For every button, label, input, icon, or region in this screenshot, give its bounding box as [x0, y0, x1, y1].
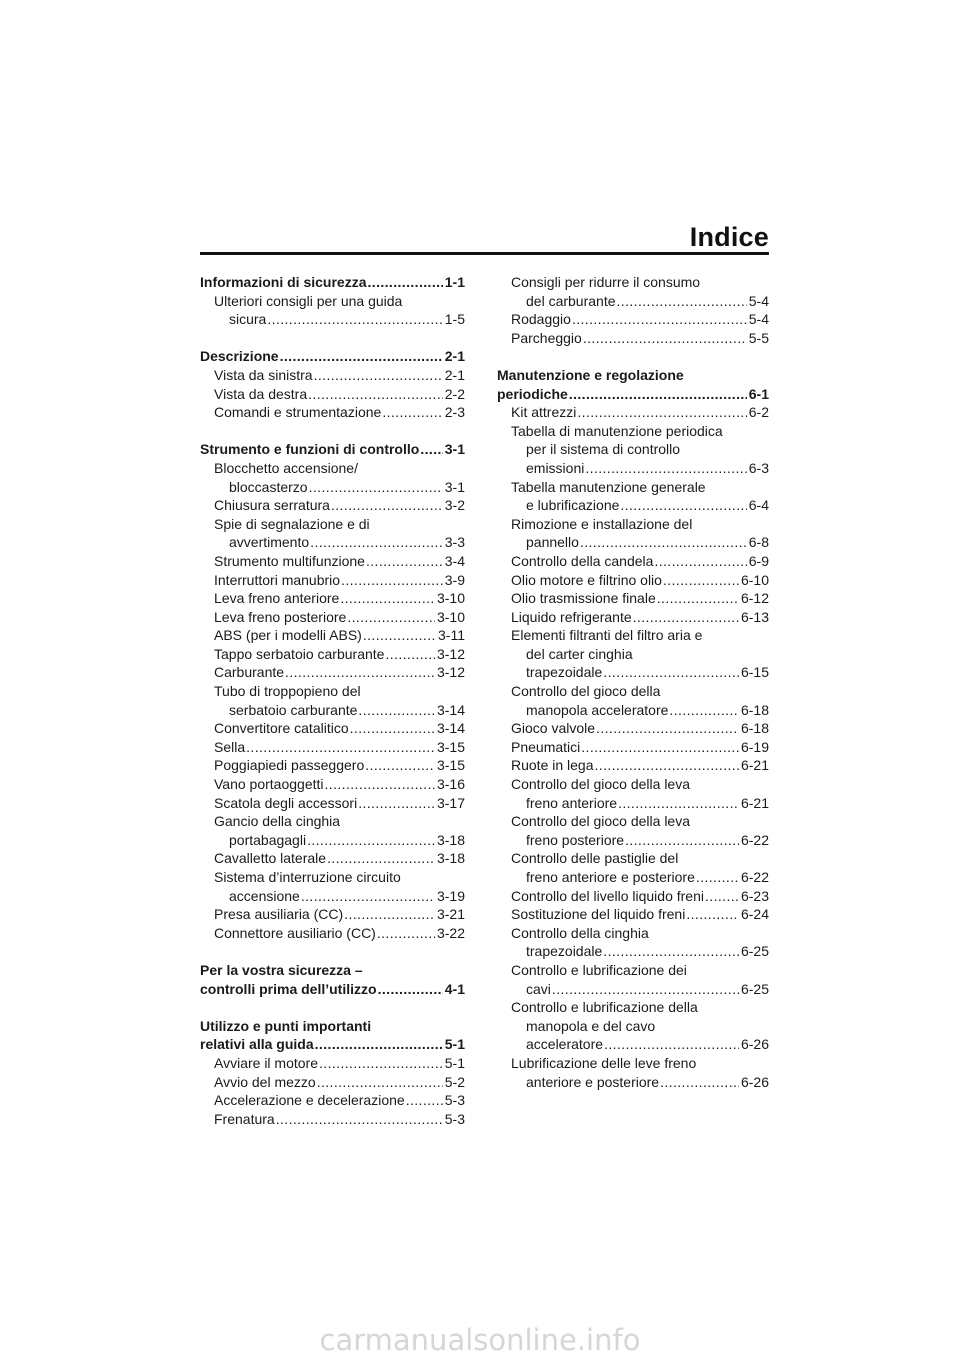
toc-entry-title: cavi — [526, 980, 551, 997]
toc-page-number: 1-5 — [444, 311, 465, 328]
dot-leader — [596, 719, 739, 738]
toc-entry-line[interactable]: Controllo delle pastiglie del — [511, 850, 679, 867]
toc-entry-title: Controllo della candela — [511, 552, 654, 569]
toc-entry[interactable] — [200, 589, 465, 608]
dot-leader — [603, 663, 739, 682]
dot-leader — [301, 887, 435, 906]
toc-entry-title: portabagagli — [229, 831, 307, 848]
toc-entry-title: anteriore e posteriore — [526, 1073, 660, 1090]
toc-page-number: 3-9 — [444, 571, 465, 588]
toc-entry-title: Descrizione — [200, 348, 279, 365]
toc-entry[interactable] — [497, 942, 769, 961]
toc-entry-title: Ruote in lega — [511, 757, 594, 774]
toc-entry[interactable] — [497, 292, 769, 311]
toc-entry-title: Accelerazione e decelerazione — [214, 1092, 405, 1109]
toc-page-number: 1-1 — [444, 274, 465, 290]
section-spacer — [200, 422, 465, 441]
toc-column-right — [497, 273, 769, 1091]
toc-page-number: 3-14 — [436, 720, 465, 737]
toc-entry[interactable] — [497, 868, 769, 887]
toc-entry-title: relativi alla guida — [200, 1036, 314, 1053]
toc-entry-title: sicura — [229, 311, 267, 328]
dot-leader — [604, 1035, 739, 1054]
toc-page-number: 5-3 — [444, 1092, 465, 1109]
toc-section-entry[interactable] — [200, 1035, 465, 1054]
toc-section-title-line[interactable]: Utilizzo e punti importanti — [200, 1017, 372, 1034]
toc-page-number: 3-10 — [436, 608, 465, 625]
toc-entry[interactable] — [497, 980, 769, 999]
toc-entry[interactable] — [200, 794, 465, 813]
dot-leader — [696, 868, 739, 887]
toc-page-number: 3-4 — [444, 552, 465, 569]
toc-entry-title: Chiusura serratura — [214, 497, 330, 514]
dot-leader — [377, 924, 435, 943]
section-spacer — [200, 998, 465, 1017]
toc-page-number: 5-4 — [748, 292, 769, 309]
toc-page-number: 5-2 — [444, 1073, 465, 1090]
toc-entry-title: Sostituzione del liquido freni — [511, 906, 686, 923]
toc-page-number: 3-1 — [444, 478, 465, 495]
toc-page-number: 5-1 — [444, 1054, 465, 1071]
toc-entry[interactable] — [497, 831, 769, 850]
toc-entry[interactable] — [497, 887, 769, 906]
toc-entry-title: Vano portaoggetti — [214, 776, 324, 793]
toc-entry-title: acceleratore — [526, 1036, 604, 1053]
dot-leader — [363, 626, 436, 645]
dot-leader — [365, 756, 435, 775]
toc-entry[interactable] — [497, 589, 769, 608]
toc-entry[interactable] — [200, 701, 465, 720]
toc-page-number: 3-1 — [444, 441, 465, 458]
dot-leader — [620, 496, 746, 515]
toc-page-number: 2-1 — [444, 348, 465, 365]
toc-entry[interactable] — [200, 1073, 465, 1092]
dot-leader — [382, 403, 442, 422]
toc-entry[interactable] — [497, 533, 769, 552]
toc-page-number: 6-3 — [748, 459, 769, 476]
toc-entry[interactable] — [200, 849, 465, 868]
toc-page-number: 3-14 — [436, 701, 465, 718]
toc-entry[interactable] — [497, 905, 769, 924]
dot-leader — [358, 794, 435, 813]
toc-entry[interactable] — [497, 571, 769, 590]
toc-section-title-line[interactable]: Manutenzione e regolazione — [497, 366, 684, 383]
toc-entry[interactable] — [200, 626, 465, 645]
dot-leader — [669, 701, 739, 720]
toc-entry-title: pannello — [526, 534, 579, 551]
toc-entry-title: Olio motore e filtrino olio — [511, 571, 662, 588]
toc-page-number: 6-10 — [740, 571, 769, 588]
dot-leader — [341, 571, 443, 590]
toc-entry-title: Gioco valvole — [511, 720, 596, 737]
toc-page-number: 6-9 — [748, 552, 769, 569]
toc-entry-line[interactable]: Controllo del gioco della leva — [511, 776, 690, 793]
toc-entry-title: Interruttori manubrio — [214, 571, 341, 588]
dot-leader — [406, 1091, 443, 1110]
toc-section-entry[interactable] — [200, 440, 465, 459]
dot-leader — [577, 403, 746, 422]
toc-page-number: 6-21 — [740, 757, 769, 774]
dot-leader — [276, 1110, 443, 1129]
toc-entry-line[interactable]: Controllo della cinghia — [511, 924, 649, 941]
toc-entry-title: bloccasterzo — [229, 478, 308, 495]
section-spacer — [497, 347, 769, 366]
dot-leader — [583, 329, 747, 348]
toc-entry-title: Parcheggio — [511, 329, 582, 346]
toc-column-left — [200, 273, 465, 1128]
dot-leader — [285, 663, 435, 682]
toc-page-number: 3-10 — [436, 590, 465, 607]
toc-page-number: 6-23 — [740, 887, 769, 904]
dot-leader — [331, 496, 443, 515]
toc-page-number: 3-17 — [436, 794, 465, 811]
dot-leader — [581, 738, 739, 757]
dot-leader — [307, 831, 435, 850]
toc-entry[interactable] — [200, 1054, 465, 1073]
toc-entry[interactable] — [497, 496, 769, 515]
toc-page-number: 6-13 — [740, 608, 769, 625]
toc-page-number: 6-1 — [748, 385, 769, 402]
dot-leader — [246, 738, 435, 757]
toc-entry-title: Frenatura — [214, 1110, 275, 1127]
toc-entry-title: manopola acceleratore — [526, 701, 669, 718]
toc-entry-title: periodiche — [497, 385, 568, 402]
toc-entry[interactable] — [200, 831, 465, 850]
dot-leader — [654, 552, 746, 571]
toc-page-number: 3-12 — [436, 664, 465, 681]
toc-entry-line[interactable]: Controllo del gioco della leva — [511, 813, 690, 830]
toc-section-entry[interactable] — [200, 980, 465, 999]
toc-entry-line[interactable]: Rimozione e installazione del — [511, 515, 693, 532]
toc-page-number: 3-18 — [436, 831, 465, 848]
toc-entry[interactable] — [200, 719, 465, 738]
toc-entry-line[interactable]: Lubrificazione delle leve freno — [511, 1054, 697, 1071]
dot-leader — [686, 905, 739, 924]
toc-entry[interactable] — [200, 924, 465, 943]
toc-entry-line[interactable]: Spie di segnalazione e di — [214, 515, 370, 532]
page-title: Indice — [689, 222, 769, 252]
toc-entry[interactable] — [497, 403, 769, 422]
dot-leader — [617, 292, 747, 311]
dot-leader — [585, 459, 746, 478]
toc-page-number: 6-24 — [740, 906, 769, 923]
toc-entry-title: Convertitore catalitico — [214, 720, 349, 737]
toc-page-number: 3-15 — [436, 738, 465, 755]
toc-entry-title: serbatoio carburante — [229, 701, 358, 718]
toc-page-number: 3-11 — [438, 627, 465, 644]
toc-entry-title: Rodaggio — [511, 311, 571, 328]
toc-entry[interactable] — [200, 1091, 465, 1110]
toc-entry[interactable] — [200, 775, 465, 794]
toc-entry-line[interactable]: del carter cinghia — [526, 645, 633, 662]
toc-page-number: 6-4 — [748, 497, 769, 514]
dot-leader — [367, 273, 442, 292]
dot-leader — [358, 701, 435, 720]
toc-page-number: 6-26 — [740, 1073, 769, 1090]
dot-leader — [280, 347, 443, 366]
toc-entry-line[interactable]: Gancio della cinghia — [214, 813, 341, 830]
toc-page-number: 6-19 — [740, 738, 769, 755]
toc-page-number: 2-2 — [444, 385, 465, 402]
toc-entry[interactable] — [200, 1110, 465, 1129]
toc-entry[interactable] — [497, 310, 769, 329]
toc-entry-line[interactable]: Tabella manutenzione generale — [511, 478, 706, 495]
toc-page-number: 6-26 — [740, 1036, 769, 1053]
toc-entry-title: Avviare il motore — [214, 1054, 319, 1071]
toc-entry[interactable] — [200, 552, 465, 571]
toc-page-number: 6-8 — [748, 534, 769, 551]
section-spacer — [200, 329, 465, 348]
toc-entry[interactable] — [497, 459, 769, 478]
dot-leader — [552, 980, 739, 999]
toc-entry-line[interactable]: Controllo del gioco della — [511, 683, 661, 700]
toc-entry[interactable] — [497, 329, 769, 348]
dot-leader — [347, 608, 435, 627]
dot-leader — [319, 1054, 443, 1073]
dot-leader — [572, 310, 747, 329]
dot-leader — [603, 942, 739, 961]
toc-entry-title: Tappo serbatoio carburante — [214, 645, 385, 662]
toc-entry-title: Carburante — [214, 664, 285, 681]
toc-page-number: 6-25 — [740, 943, 769, 960]
dot-leader — [625, 831, 739, 850]
toc-page-number: 3-21 — [436, 906, 465, 923]
toc-entry-line[interactable]: per il sistema di controllo — [526, 441, 681, 458]
toc-entry-title: Connettore ausiliario (CC) — [214, 924, 376, 941]
toc-page-number: 3-2 — [444, 497, 465, 514]
toc-entry-title: e lubrificazione — [526, 497, 620, 514]
toc-entry-title: controlli prima dell’utilizzo — [200, 980, 377, 997]
toc-section-title-line[interactable]: Per la vostra sicurezza – — [200, 961, 363, 978]
dot-leader — [705, 887, 739, 906]
dot-leader — [420, 440, 442, 459]
toc-page-number: 2-3 — [444, 404, 465, 421]
toc-entry-title: Informazioni di sicurezza — [200, 274, 367, 290]
toc-entry-title: Liquido refrigerante — [511, 608, 632, 625]
toc-entry[interactable] — [200, 496, 465, 515]
toc-entry-title: Olio trasmissione finale — [511, 590, 656, 607]
toc-page-number: 6-2 — [748, 404, 769, 421]
toc-entry[interactable] — [497, 608, 769, 627]
toc-entry-line[interactable]: Tabella di manutenzione periodica — [511, 422, 723, 439]
toc-entry-title: emissioni — [526, 459, 585, 476]
toc-page-number: 2-1 — [444, 366, 465, 383]
toc-entry-title: avvertimento — [229, 534, 310, 551]
toc-entry-title: Avvio del mezzo — [214, 1073, 316, 1090]
dot-leader — [317, 1073, 443, 1092]
toc-entry[interactable] — [200, 905, 465, 924]
toc-entry[interactable] — [200, 645, 465, 664]
toc-page-number: 3-16 — [436, 776, 465, 793]
toc-entry[interactable] — [497, 701, 769, 720]
toc-entry-title: Sella — [214, 738, 246, 755]
dot-leader — [569, 385, 747, 404]
toc-entry-title: Strumento multifunzione — [214, 552, 365, 569]
toc-entry-title: freno anteriore e posteriore — [526, 869, 695, 885]
toc-page-number: 5-4 — [748, 311, 769, 328]
toc-entry-line[interactable]: Tubo di troppopieno del — [214, 683, 361, 700]
dot-leader — [267, 310, 442, 329]
toc-section-entry[interactable] — [200, 347, 465, 366]
toc-entry[interactable] — [200, 571, 465, 590]
toc-page-number: 6-22 — [740, 869, 769, 885]
dot-leader — [308, 385, 443, 404]
toc-entry[interactable] — [497, 738, 769, 757]
toc-entry[interactable] — [200, 366, 465, 385]
toc-entry-title: freno anteriore — [526, 794, 618, 811]
dot-leader — [325, 775, 435, 794]
toc-entry[interactable] — [497, 756, 769, 775]
toc-page-number: 6-22 — [740, 831, 769, 848]
toc-page-number: 3-18 — [436, 850, 465, 867]
toc-page-number: 3-19 — [436, 887, 465, 904]
toc-page-number: 6-25 — [740, 980, 769, 997]
toc-entry-title: Poggiapiedi passeggero — [214, 757, 365, 774]
dot-leader — [310, 533, 443, 552]
toc-page-number: 6-18 — [740, 701, 769, 718]
dot-leader — [633, 608, 739, 627]
toc-page-number: 6-15 — [740, 664, 769, 681]
toc-entry-title: Leva freno anteriore — [214, 590, 340, 607]
toc-entry[interactable] — [200, 738, 465, 757]
toc-page-number: 4-1 — [444, 980, 465, 997]
toc-entry-line[interactable]: Elementi filtranti del filtro aria e — [511, 627, 703, 644]
toc-page-number: 3-12 — [436, 645, 465, 662]
dot-leader — [327, 849, 435, 868]
toc-page-number: 6-21 — [740, 794, 769, 811]
toc-entry-title: Controllo del livello liquido freni — [511, 887, 704, 904]
title-rule — [200, 252, 769, 255]
toc-entry[interactable] — [200, 310, 465, 329]
toc-entry-title: Cavalletto laterale — [214, 850, 327, 867]
toc-entry-title: del carburante — [526, 292, 616, 309]
toc-page-number: 5-1 — [444, 1036, 465, 1053]
toc-entry[interactable] — [200, 478, 465, 497]
toc-entry[interactable] — [497, 719, 769, 738]
toc-page-number: 6-18 — [740, 720, 769, 737]
toc-page-number: 5-3 — [444, 1110, 465, 1127]
toc-entry[interactable] — [497, 552, 769, 571]
toc-page-number: 5-5 — [748, 329, 769, 346]
toc-entry-title: Presa ausiliaria (CC) — [214, 906, 344, 923]
toc-entry-title: ABS (per i modelli ABS) — [214, 627, 362, 644]
dot-leader — [314, 366, 443, 385]
dot-leader — [660, 1073, 739, 1092]
toc-entry-title: Leva freno posteriore — [214, 608, 347, 625]
toc-entry-title: Vista da sinistra — [214, 366, 313, 383]
toc-section-entry[interactable] — [200, 273, 465, 292]
toc-entry-title: Strumento e funzioni di controllo — [200, 441, 420, 458]
toc-entry-line[interactable]: Blocchetto accensione/ — [214, 459, 358, 476]
dot-leader — [618, 794, 739, 813]
toc-entry-title: accensione — [229, 887, 300, 904]
toc-page-number: 3-3 — [444, 534, 465, 551]
toc-entry-title: Comandi e strumentazione — [214, 404, 382, 421]
toc-entry[interactable] — [497, 794, 769, 813]
toc-page-number: 3-15 — [436, 757, 465, 774]
toc-page-number: 6-12 — [740, 590, 769, 607]
toc-entry[interactable] — [200, 403, 465, 422]
dot-leader — [366, 552, 443, 571]
dot-leader — [663, 571, 739, 590]
watermark: carmanualsonline.info — [319, 1323, 641, 1357]
toc-page-number: 3-22 — [436, 924, 465, 941]
dot-leader — [340, 589, 435, 608]
toc-entry[interactable] — [200, 608, 465, 627]
dot-leader — [580, 533, 747, 552]
toc-entry-title: freno posteriore — [526, 831, 625, 848]
toc-entry[interactable] — [497, 663, 769, 682]
toc-section-entry[interactable] — [497, 385, 769, 404]
toc-entry[interactable] — [200, 663, 465, 682]
toc-entry-line[interactable]: Ulteriori consigli per una guida — [214, 292, 403, 309]
toc-entry-line[interactable]: Controllo e lubrificazione dei — [511, 961, 687, 978]
toc-entry-line[interactable]: manopola e del cavo — [526, 1017, 656, 1034]
dot-leader — [315, 1035, 443, 1054]
toc-entry[interactable] — [497, 1073, 769, 1092]
toc-entry-line[interactable]: Sistema d’interruzione circuito — [214, 869, 401, 885]
dot-leader — [657, 589, 739, 608]
toc-entry[interactable] — [200, 756, 465, 775]
dot-leader — [344, 905, 435, 924]
toc-entry-title: Kit attrezzi — [511, 404, 577, 421]
toc-entry-title: Pneumatici — [511, 738, 581, 755]
toc-entry-line[interactable]: Consigli per ridurre il consumo — [511, 274, 701, 290]
dot-leader — [378, 980, 443, 999]
toc-entry-line[interactable]: Controllo e lubrificazione della — [511, 999, 698, 1016]
dot-leader — [350, 719, 435, 738]
section-spacer — [200, 942, 465, 961]
dot-leader — [595, 756, 739, 775]
dot-leader — [385, 645, 435, 664]
toc-entry-title: Scatola degli accessori — [214, 794, 358, 811]
toc-entry[interactable] — [200, 533, 465, 552]
toc-entry[interactable] — [497, 1035, 769, 1054]
toc-entry-title: trapezoidale — [526, 664, 603, 681]
toc-entry-title: Vista da destra — [214, 385, 308, 402]
toc-entry-title: trapezoidale — [526, 943, 603, 960]
toc-entry[interactable] — [200, 887, 465, 906]
toc-entry[interactable] — [200, 385, 465, 404]
dot-leader — [309, 478, 443, 497]
